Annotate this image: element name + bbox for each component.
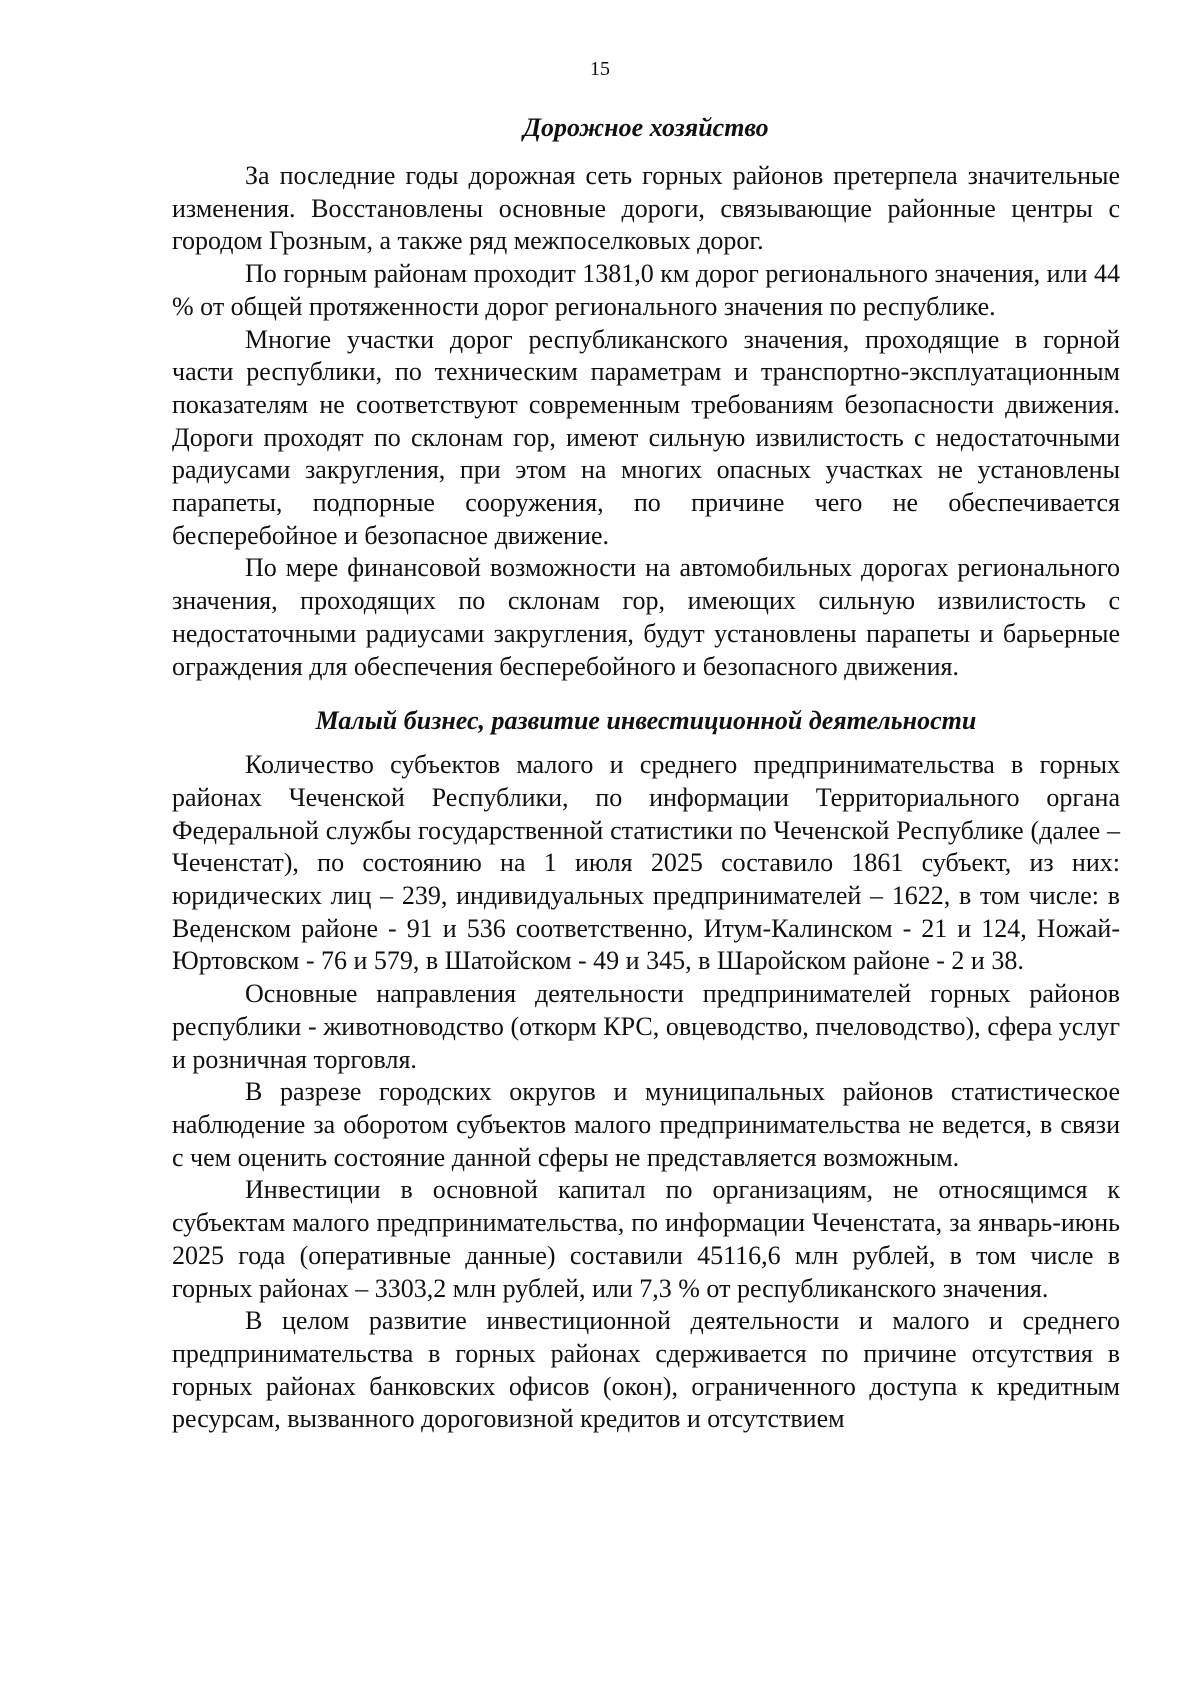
page-number: 15: [590, 58, 610, 80]
paragraph: Инвестиции в основной капитал по организациям, не относящимся к субъектам малого предпринимательства, по информации Чеченстата, за январь-июнь 2025 года (оперативные данные) составили 45116,6 млн рублей, в том числе в горных районах – 3303,2 млн рублей, или 7,3 % от республиканского значения.: [172, 1175, 1120, 1303]
paragraph: Многие участки дорог республиканского значения, проходящие в горной части республики, по техническим параметрам и транспортно-эксплуатационным показателям не соответствуют современным требованиям безопасности движения. Дороги проходят по склонам гор, имеют сильную извилистость с недостаточными радиусами закругления, при этом на многих опасных участках не установлены парапеты, подпорные сооружения, по причине чего не обеспечивается бесперебойное и безопасное движение.: [172, 324, 1120, 550]
section-road-economy: [172, 112, 1120, 683]
page-content: [172, 112, 1120, 1436]
section-heading: Малый бизнес, развитие инвестиционной деятельности: [315, 706, 977, 736]
paragraph: В целом развитие инвестиционной деятельности и малого и среднего предпринимательства в горных районах сдерживается по причине отсутствия в горных районах банковских офисов (окон), ограниченного доступа к кредитным ресурсам, вызванного дороговизной кредитов и отсутствием: [172, 1306, 1120, 1434]
paragraph: За последние годы дорожная сеть горных районов претерпела значительные изменения. Восстановлены основные дороги, связывающие районные центры с городом Грозным, а также ряд межпоселковых дорог.: [172, 161, 1120, 256]
section-heading: Дорожное хозяйство: [523, 113, 769, 142]
paragraph: По горным районам проходит 1381,0 км дорог регионального значения, или 44 % от общей протяженности дорог регионального значения по республике.: [172, 259, 1120, 321]
paragraph: Количество субъектов малого и среднего предпринимательства в горных районах Чеченской Республики, по информации Территориального органа Федеральной службы государственной статистики по Чеченской Республике (далее – Чеченстат), по состоянию на 1 июля 2025 составило 1861 субъект, из них: юридических лиц – 239, индивидуальных предпринимателей – 1622, в том числе: в Веденском районе - 91 и 536 соответственно, Итум-Калинском - 21 и 124, Ножай-Юртовском - 76 и 579, в Шатойском - 49 и 345, в Шаройском районе - 2 и 38.: [172, 750, 1120, 976]
paragraph: В разрезе городских округов и муниципальных районов статистическое наблюдение за оборотом субъектов малого предпринимательства не ведется, в связи с чем оценить состояние данной сферы не представляется возможным.: [172, 1077, 1120, 1172]
paragraph: Основные направления деятельности предпринимателей горных районов республики - животноводство (откорм КРС, овцеводство, пчеловодство), сфера услуг и розничная торговля.: [172, 979, 1120, 1074]
paragraph: По мере финансовой возможности на автомобильных дорогах регионального значения, проходящих по склонам гор, имеющих сильную извилистость с недостаточными радиусами закругления, будут установлены парапеты и барьерные ограждения для обеспечения бесперебойного и безопасного движения.: [172, 553, 1120, 681]
section-small-business: [172, 705, 1120, 1436]
